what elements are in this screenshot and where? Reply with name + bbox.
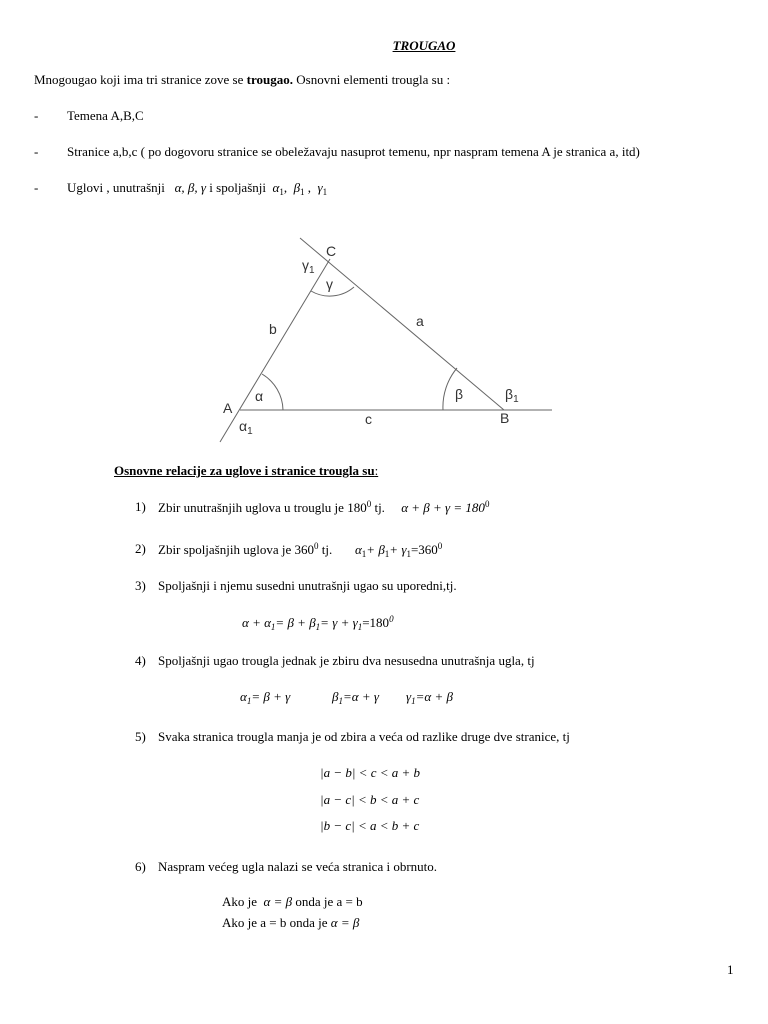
formula: =α + β <box>415 689 453 704</box>
intro-text-end: Osnovni elementi trougla su : <box>293 72 451 87</box>
text: Ako je <box>222 894 258 909</box>
superscript: 0 <box>366 499 372 509</box>
alpha1-label <box>239 418 253 437</box>
intro-text: Mnogougao koji ima tri stranice zove se <box>34 72 247 87</box>
side-c-label: c <box>365 411 372 427</box>
subscript: 1 <box>406 549 411 559</box>
text: onda je a = b <box>295 894 363 909</box>
item-text-end: tj. <box>318 542 333 557</box>
gamma-label: γ <box>326 276 333 292</box>
subscript: 1 <box>315 622 321 632</box>
subscript: 1 <box>300 187 305 197</box>
subscript: 1 <box>246 696 252 706</box>
outer-label: i spoljašnji <box>209 180 266 195</box>
item-3-formula <box>242 614 394 632</box>
item-number: 1) <box>135 499 146 514</box>
formula: α = β <box>330 915 360 930</box>
superscript: 0 <box>484 499 490 509</box>
alpha1-symbol: α <box>272 180 280 195</box>
item-1-text <box>158 499 489 516</box>
item-text: Zbir unutrašnjih uglova u trouglu je 180 <box>158 500 367 515</box>
gamma1-symbol: γ <box>302 257 309 273</box>
formula: =180 <box>362 615 390 630</box>
subscript: 1 <box>309 265 315 276</box>
formula: = β + γ <box>251 689 291 704</box>
formula: + β <box>366 542 385 557</box>
subscript: 1 <box>338 696 343 706</box>
subscript: 1 <box>411 696 416 706</box>
angles-label: Uglovi , unutrašnji <box>67 180 165 195</box>
bullet-angles: Uglovi , unutrašnji α, β, γ i spoljašnji $\alpha_1$, $\beta_1$ , $\gamma_1$ <box>67 180 328 197</box>
subscript: 1 <box>247 426 253 437</box>
subscript: 1 <box>361 549 367 559</box>
item-2-text <box>158 541 442 559</box>
side-a-label: a <box>416 313 424 329</box>
formula: α <box>240 689 247 704</box>
page-number: 1 <box>727 962 734 977</box>
vertex-a-label: A <box>223 400 233 416</box>
superscript: 0 <box>313 541 319 551</box>
item-number: 4) <box>135 653 146 668</box>
subscript: 1 <box>513 394 519 405</box>
item-number: 2) <box>135 541 146 556</box>
heading-colon: : <box>374 463 379 478</box>
item-3-text: Spoljašnji i njemu susedni unutrašnji ugao su uporedni,tj. <box>158 578 457 593</box>
intro-bold: trougao. <box>246 72 293 87</box>
bullet-dash: - <box>34 144 39 159</box>
item-6-line-2 <box>222 915 359 931</box>
inner-angles: α, β, γ <box>174 180 207 195</box>
text: Ako je a = b onda je <box>222 915 328 930</box>
item-6-text: Naspram većeg ugla nalazi se veća stranica i obrnuto. <box>158 859 438 874</box>
beta-label: β <box>455 386 464 402</box>
subscript: 1 <box>279 187 284 197</box>
alpha-arc <box>262 374 283 410</box>
formula: =360 <box>410 542 438 557</box>
item-4-formula-1 <box>240 689 290 706</box>
superscript: 0 <box>389 614 394 624</box>
item-6-line-1 <box>222 894 363 910</box>
beta1-label <box>505 386 519 405</box>
subscript: 1 <box>357 622 363 632</box>
item-5-text: Svaka stranica trougla manja je od zbira a veća od razlike druge dve stranice, tj <box>158 729 570 744</box>
item-4-text: Spoljašnji ugao trougla jednak je zbiru dva nesusedna unutrašnja ugla, tj <box>158 653 535 668</box>
item-text: Zbir spoljašnjih uglova je 360 <box>158 542 314 557</box>
gamma1-symbol: γ <box>317 180 323 195</box>
formula: = β + β <box>275 615 316 630</box>
relations-heading <box>114 463 378 479</box>
triangle-figure <box>0 0 768 460</box>
beta1-symbol: β <box>293 180 301 195</box>
gamma1-label <box>302 257 315 276</box>
item-number: 5) <box>135 729 146 744</box>
heading-text: Osnovne relacije za uglove i stranice trougla su <box>114 463 375 478</box>
alpha1-symbol: α <box>239 418 248 434</box>
bullet-vertices: Temena A,B,C <box>67 108 144 123</box>
bullet-sides: Stranice a,b,c ( po dogovoru stranice se obeležavaju nasuprot temenu, npr naspram temena A je stranica a, itd) <box>67 144 640 159</box>
subscript: 1 <box>322 187 328 197</box>
inequality-2: |a − c| < b < a + c <box>320 792 420 807</box>
item-number: 3) <box>135 578 146 593</box>
item-4-formula-2 <box>332 689 379 706</box>
formula: + γ <box>389 542 407 557</box>
page-title: TROUGAO <box>392 38 456 53</box>
formula: β <box>332 689 339 704</box>
superscript: 0 <box>437 541 443 551</box>
bullet-dash: - <box>34 108 39 123</box>
subscript: 1 <box>384 549 390 559</box>
vertex-c-label: C <box>326 243 337 259</box>
formula: α = β <box>263 894 293 909</box>
formula: α + β + γ = 180 <box>401 500 485 515</box>
formula: α <box>354 542 362 557</box>
alpha-label: α <box>255 388 264 404</box>
item-text-end: tj. <box>371 500 385 515</box>
bullet-dash: - <box>34 180 39 195</box>
item-4-formula-3 <box>406 689 453 706</box>
side-b-label: b <box>269 321 277 337</box>
inequality-3: |b − c| < a < b + c <box>320 818 420 833</box>
formula: α + α <box>242 615 271 630</box>
side-b-line <box>220 259 330 442</box>
formula: γ <box>406 689 412 704</box>
item-number: 6) <box>135 859 146 874</box>
inequality-1: |a − b| < c < a + b <box>320 765 421 780</box>
subscript: 1 <box>270 622 276 632</box>
beta1-symbol: β <box>505 386 514 402</box>
formula: =α + γ <box>342 689 379 704</box>
side-a-line <box>300 238 504 410</box>
formula: = γ + γ <box>320 615 358 630</box>
vertex-b-label: B <box>500 410 510 426</box>
